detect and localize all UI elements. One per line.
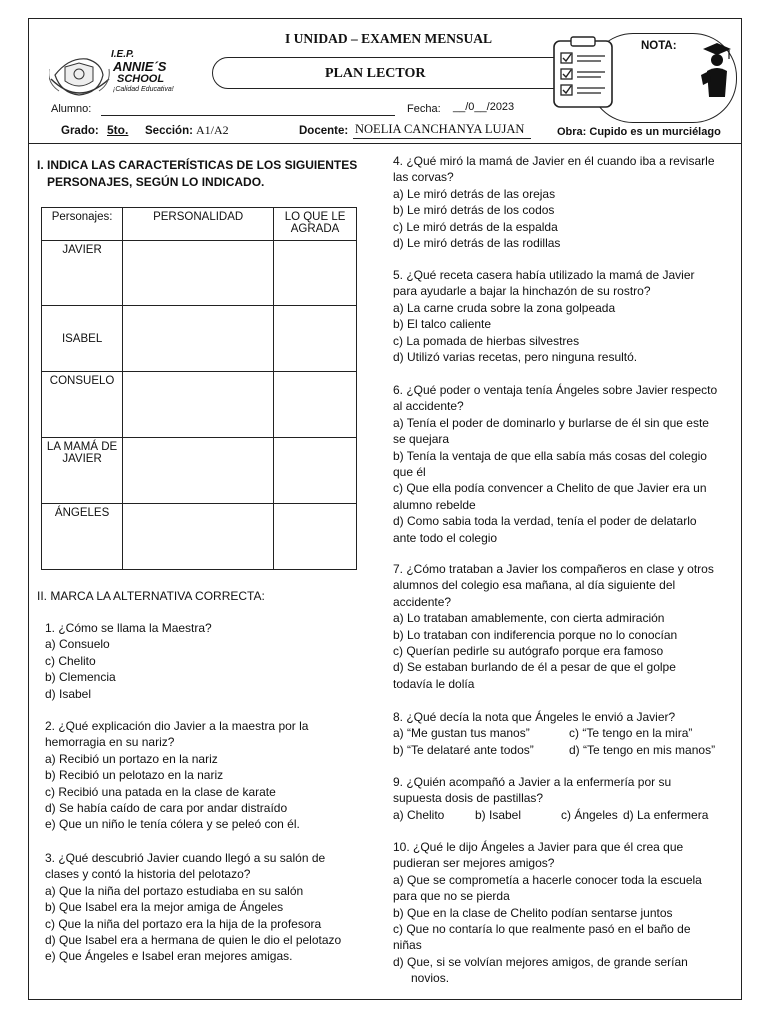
q8-option-a[interactable]: a) “Me gustan tus manos”	[393, 726, 530, 741]
characters-table	[41, 207, 357, 570]
q7-text-2: alumnos del colegio esa mañana, al día siguiente del	[393, 578, 676, 593]
seccion-value: A1/A2	[196, 123, 229, 137]
q4-text-2: las corvas?	[393, 170, 454, 185]
unit-title: I UNIDAD – EXAMEN MENSUAL	[285, 31, 493, 46]
q7-option-b[interactable]: b) Lo trataban con indiferencia porque no lo conocían	[393, 627, 678, 642]
question-9	[393, 774, 741, 823]
q1-text: 1. ¿Cómo se llama la Maestra?	[45, 621, 212, 635]
q3-text-1: 3. ¿Qué descubrió Javier cuando llegó a su salón de	[45, 851, 326, 865]
grado-value: 5to.	[107, 123, 129, 137]
q4-option-c[interactable]: c) Le miró detrás de la espalda	[393, 219, 558, 234]
school-name-line1: ANNIE´S	[113, 59, 167, 74]
cell-javier-personalidad[interactable]	[123, 241, 274, 306]
q2-text-1: 2. ¿Qué explicación dio Javier a la maestra por la	[45, 719, 309, 733]
q10-text-2: pudieran ser mejores amigos?	[393, 856, 555, 871]
q2-text-2: hemorragia en su nariz?	[45, 735, 175, 750]
q10-option-c-cont[interactable]: niñas	[393, 938, 422, 953]
q2-option-a[interactable]: a) Recibió un portazo en la nariz	[45, 751, 218, 766]
q3-text-2: clases y contó la historia del pelotazo?	[45, 867, 251, 882]
cell-consuelo-personalidad[interactable]	[123, 372, 274, 438]
q6-option-c-cont[interactable]: alumno rebelde	[393, 497, 476, 512]
q10-option-c[interactable]: c) Que no contaría lo que realmente pasó en el baño de	[393, 922, 691, 937]
q2-option-e[interactable]: e) Que un niño le tenía cólera y se peleó con él.	[45, 817, 300, 832]
q8-option-b[interactable]: b) “Te delataré ante todos”	[393, 742, 534, 757]
q9-option-a[interactable]: a) Chelito	[393, 807, 445, 822]
q5-option-d[interactable]: d) Utilizó varias recetas, pero ninguna resultó.	[393, 350, 638, 365]
q10-option-d[interactable]: d) Que, si se volvían mejores amigos, de grande serían	[393, 954, 688, 969]
q5-option-a[interactable]: a) La carne cruda sobre la zona golpeada	[393, 300, 616, 315]
docente-value: NOELIA CANCHANYA LUJAN	[355, 122, 525, 136]
checklist-icon	[551, 35, 617, 109]
q4-option-b[interactable]: b) Le miró detrás de los codos	[393, 203, 555, 218]
q5-option-b[interactable]: b) El talco caliente	[393, 317, 492, 332]
q9-text-2: supuesta dosis de pastillas?	[393, 791, 544, 806]
row-mama-javier: LA MAMÁ DE JAVIER	[42, 438, 123, 504]
col-personalidad: PERSONALIDAD	[123, 208, 274, 241]
q10-option-a-cont[interactable]: para que no se pierda	[393, 889, 510, 904]
row-consuelo: CONSUELO	[42, 372, 123, 438]
q7-option-d[interactable]: d) Se estaban burlando de él a pesar de que el golpe	[393, 660, 676, 675]
cell-consuelo-agrada[interactable]	[274, 372, 357, 438]
question-7	[393, 561, 741, 692]
docente-underline	[353, 138, 531, 139]
question-8	[393, 709, 741, 758]
q3-option-e[interactable]: e) Que Ángeles e Isabel eran mejores amigas.	[45, 949, 293, 964]
alumno-field[interactable]	[101, 115, 395, 116]
q8-text: 8. ¿Qué decía la nota que Ángeles le envió a Javier?	[393, 710, 676, 724]
docente-label: Docente:	[299, 125, 349, 137]
question-3	[45, 850, 391, 965]
q6-option-d-cont[interactable]: ante todo el colegio	[393, 530, 498, 545]
q6-option-d[interactable]: d) Como sabia toda la verdad, tenía el poder de delatarlo	[393, 514, 697, 529]
graduate-graphic	[697, 41, 733, 101]
cell-javier-agrada[interactable]	[274, 241, 357, 306]
cell-mama-agrada[interactable]	[274, 438, 357, 504]
q9-option-b[interactable]: b) Isabel	[475, 807, 522, 822]
q2-option-c[interactable]: c) Recibió una patada en la clase de karate	[45, 784, 276, 799]
q8-option-c[interactable]: c) “Te tengo en la mira”	[569, 726, 693, 741]
cell-angeles-agrada[interactable]	[274, 504, 357, 570]
q1-option-a[interactable]: a) Consuelo	[45, 637, 110, 652]
q9-text-1: 9. ¿Quién acompañó a Javier a la enfermería por su	[393, 775, 672, 789]
row-javier: JAVIER	[42, 241, 123, 306]
checklist-graphic	[551, 35, 617, 109]
q3-option-c[interactable]: c) Que la niña del portazo era la hija de la profesora	[45, 916, 322, 931]
col-agrada: LO QUE LE AGRADA	[274, 208, 357, 241]
plan-title: PLAN LECTOR	[325, 66, 426, 81]
school-motto: ¡Calidad Educativa!	[113, 86, 174, 93]
obra-label: Obra: Cupido es un murciélago	[557, 126, 721, 138]
cell-angeles-personalidad[interactable]	[123, 504, 274, 570]
q6-option-b-cont[interactable]: que él	[393, 465, 426, 480]
cell-isabel-agrada[interactable]	[274, 306, 357, 372]
q6-option-c[interactable]: c) Que ella podía convencer a Chelito de que Javier era un	[393, 481, 707, 496]
q1-option-c[interactable]: c) Chelito	[45, 653, 96, 668]
seccion-label: Sección:	[145, 125, 193, 137]
q1-option-b[interactable]: b) Clemencia	[45, 670, 116, 685]
section1-title-line1: I. INDICA LAS CARACTERÍSTICAS DE LOS SIGUIENTES	[37, 158, 358, 172]
question-6	[393, 382, 741, 546]
q5-option-c[interactable]: c) La pomada de hierbas silvestres	[393, 333, 580, 348]
q10-option-b[interactable]: b) Que en la clase de Chelito podían sentarse juntos	[393, 905, 673, 920]
fecha-value[interactable]: __/0__/2023	[453, 101, 515, 113]
graduate-icon	[697, 41, 733, 101]
q7-option-c[interactable]: c) Querían pedirle su autógrafo porque era famoso	[393, 644, 664, 659]
exam-sheet	[28, 18, 742, 1000]
row-isabel: ISABEL	[42, 306, 123, 372]
q9-option-c[interactable]: c) Ángeles	[561, 807, 618, 822]
grado-label: Grado:	[61, 125, 99, 137]
fecha-label: Fecha:	[407, 103, 441, 115]
question-4	[393, 153, 739, 251]
q3-option-b[interactable]: b) Que Isabel era la mejor amiga de Ángeles	[45, 900, 284, 915]
q4-text-1: 4. ¿Qué miró la mamá de Javier en él cuando iba a revisarle	[393, 154, 715, 168]
q3-option-a[interactable]: a) Que la niña del portazo estudiaba en su salón	[45, 883, 304, 898]
cell-isabel-personalidad[interactable]	[123, 306, 274, 372]
question-2	[45, 718, 385, 833]
question-10	[393, 839, 741, 987]
q7-text-1: 7. ¿Cómo trataban a Javier los compañeros en clase y otros	[393, 562, 714, 576]
row-angeles: ÁNGELES	[42, 504, 123, 570]
school-small-label: I.E.P.	[111, 49, 135, 60]
q4-option-a[interactable]: a) Le miró detrás de las orejas	[393, 186, 556, 201]
q2-option-b[interactable]: b) Recibió un pelotazo en la nariz	[45, 768, 224, 783]
section2-title: II. MARCA LA ALTERNATIVA CORRECTA:	[37, 589, 265, 603]
nota-label: NOTA:	[641, 40, 677, 52]
q7-option-a[interactable]: a) Lo trataban amablemente, con cierta admiración	[393, 611, 665, 626]
question-5	[393, 267, 739, 365]
q6-option-b[interactable]: b) Tenía la ventaja de que ella sabía más cosas del colegio	[393, 448, 707, 463]
q7-text-3: accidente?	[393, 594, 452, 609]
alumno-label: Alumno:	[51, 103, 92, 115]
section1-title-line2: PERSONAJES, SEGÚN LO INDICADO.	[47, 175, 265, 189]
q10-option-a[interactable]: a) Que se comprometía a hacerle conocer toda la escuela	[393, 872, 702, 887]
q3-option-d[interactable]: d) Que Isabel era a hermana de quien le dio el pelotazo	[45, 933, 342, 948]
school-name-line2: SCHOOL	[117, 73, 165, 85]
col-personajes: Personajes:	[42, 208, 123, 241]
q6-option-a[interactable]: a) Tenía el poder de dominarlo y burlarse de él sin que este	[393, 415, 709, 430]
q5-text-1: 5. ¿Qué receta casera había utilizado la mamá de Javier	[393, 268, 695, 282]
q9-option-d[interactable]: d) La enfermera	[623, 807, 709, 822]
q4-option-d[interactable]: d) Le miró detrás de las rodillas	[393, 236, 561, 251]
q6-text-1: 6. ¿Qué poder o ventaja tenía Ángeles sobre Javier respecto	[393, 383, 718, 397]
q10-text-1: 10. ¿Qué le dijo Ángeles a Javier para que él crea que	[393, 840, 684, 854]
header-divider	[29, 143, 741, 144]
cell-mama-personalidad[interactable]	[123, 438, 274, 504]
question-1	[45, 620, 365, 702]
q6-text-2: al accidente?	[393, 399, 464, 414]
q5-text-2: para ayudarle a bajar la hinchazón de su rostro?	[393, 284, 651, 299]
q7-option-d-cont[interactable]: todavía le dolía	[393, 676, 475, 691]
q8-option-d[interactable]: d) “Te tengo en mis manos”	[569, 742, 716, 757]
q6-option-a-cont[interactable]: se quejara	[393, 432, 450, 447]
section1-title	[37, 157, 377, 191]
q1-option-d[interactable]: d) Isabel	[45, 686, 92, 701]
q10-option-d-cont[interactable]: novios.	[411, 971, 450, 986]
q2-option-d[interactable]: d) Se había caído de cara por andar distraído	[45, 801, 288, 816]
